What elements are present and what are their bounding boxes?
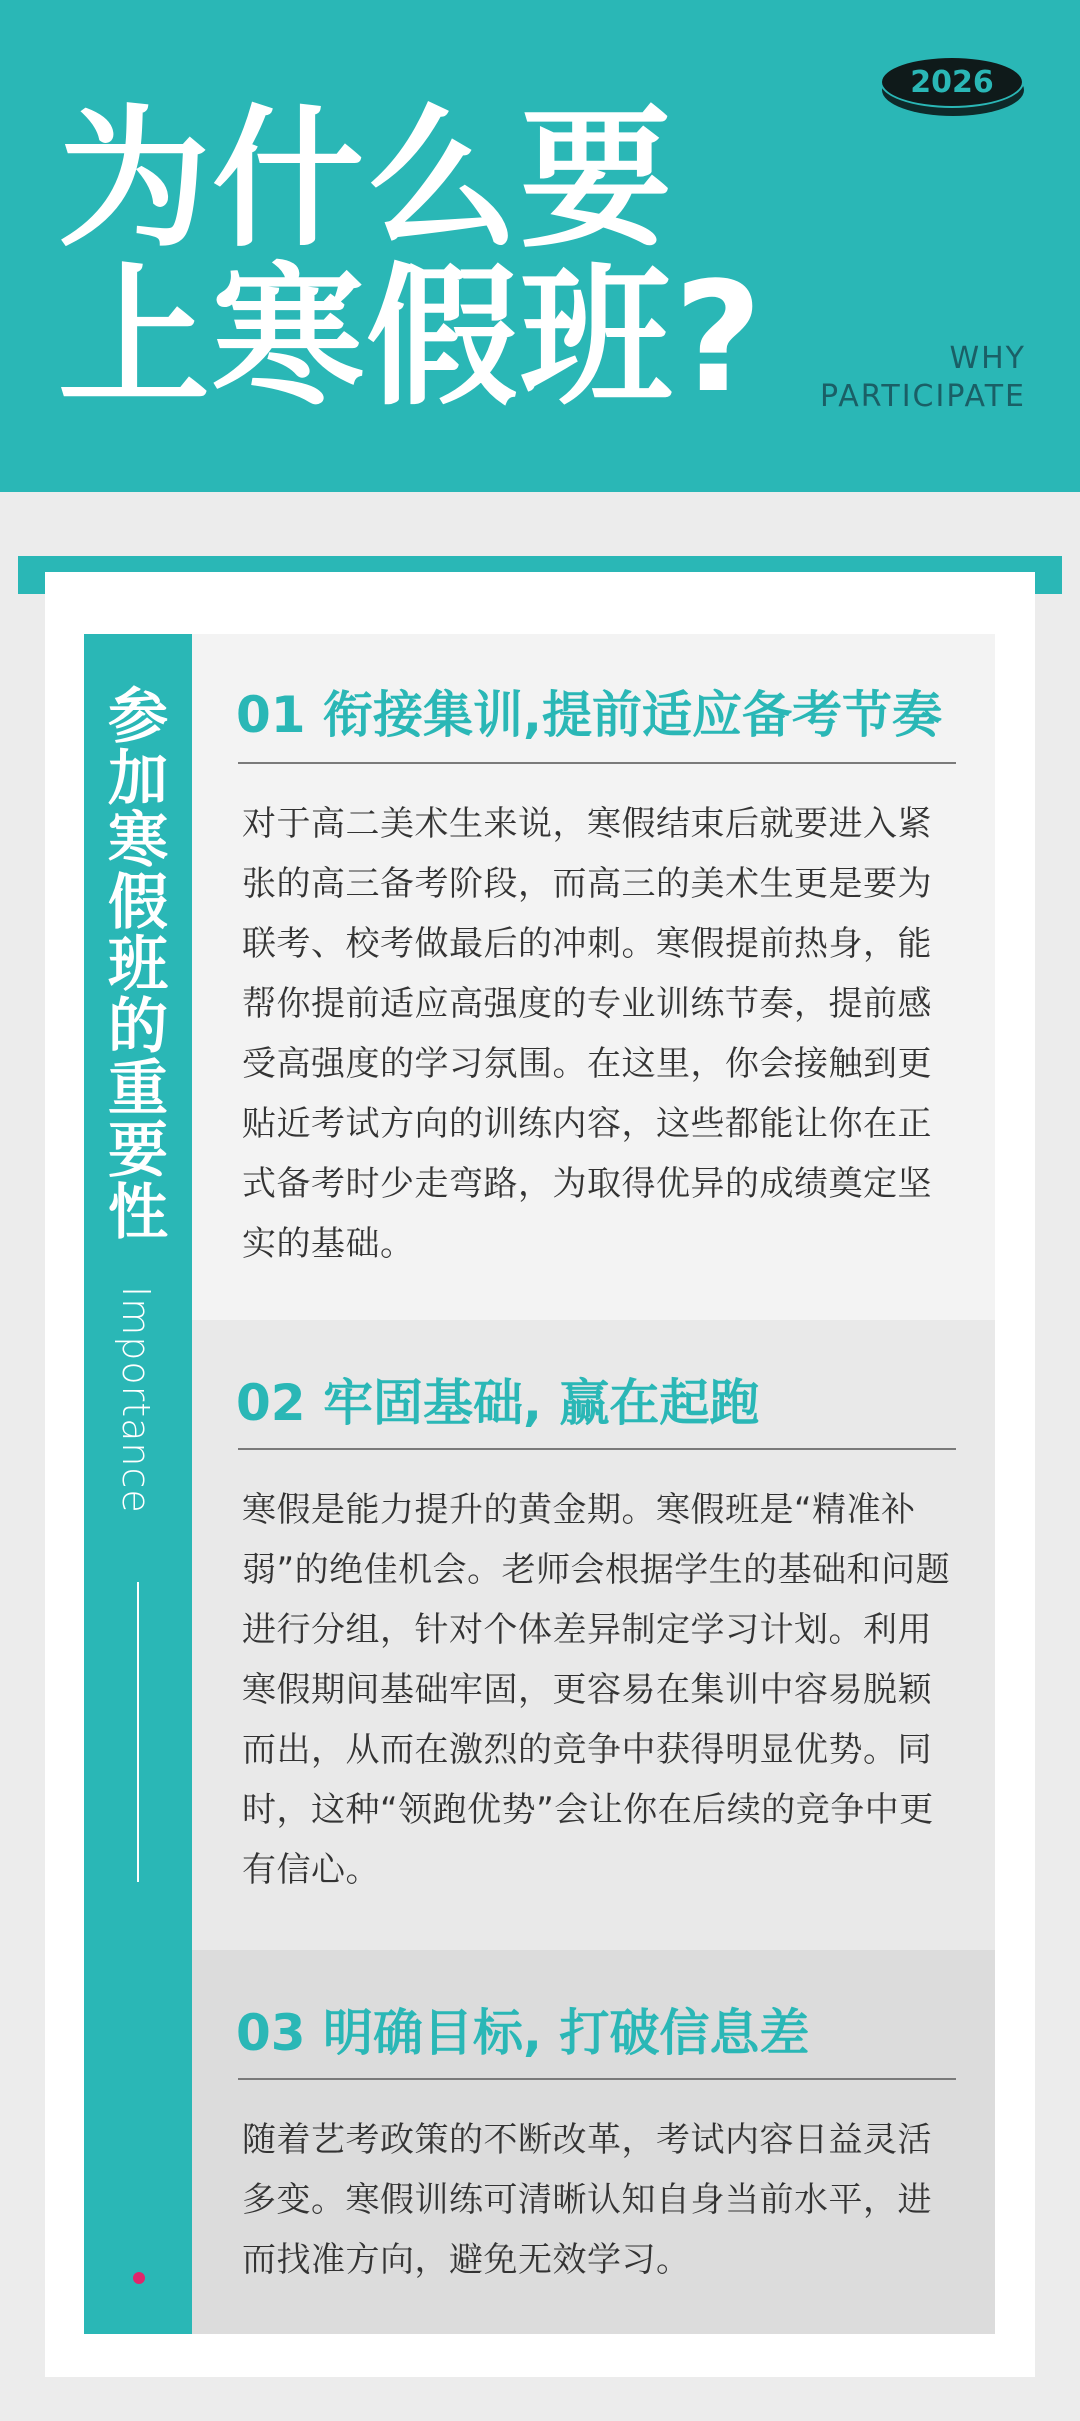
section-3: [192, 1950, 995, 2334]
sidebar-title-char: 重: [108, 1054, 168, 1124]
header-banner: [0, 0, 1080, 492]
english-subtitle-line-1: WHY: [949, 341, 1026, 376]
section-divider: [238, 762, 956, 764]
sidebar-divider-line: [137, 1582, 139, 1882]
sidebar-title-char: 寒: [108, 806, 168, 876]
page-title-line-2: 上寒假班?: [58, 249, 765, 426]
sidebar-dot-icon: [133, 2272, 145, 2284]
year-badge-label: 2026: [880, 56, 1024, 108]
sidebar: [84, 634, 192, 2334]
year-badge: [880, 56, 1026, 114]
section-1: [192, 634, 995, 1320]
sidebar-title-char: 假: [108, 868, 168, 938]
section-heading: 02 牢固基础, 赢在起跑: [236, 1374, 760, 1432]
sidebar-title-char: 加: [108, 744, 168, 814]
english-subtitle: [820, 340, 1026, 416]
section-divider: [238, 2078, 956, 2080]
sidebar-title-char: 的: [108, 992, 168, 1062]
sidebar-title-char: 要: [108, 1116, 168, 1186]
sidebar-title-char: 性: [108, 1178, 168, 1248]
section-body: 对于高二美术生来说，寒假结束后就要进入紧张的高三备考阶段，而高三的美术生更是要为联考、校考做最后的冲刺。寒假提前热身，能帮你提前适应高强度的专业训练节奏，提前感受高强度的学习氛围。在这里，你会接触到更贴近考试方向的训练内容，这些都能让你在正式备考时少走弯路，为取得优异的成绩奠定坚实的基础。: [242, 804, 932, 1264]
section-heading: 01 衔接集训,提前适应备考节奏: [236, 686, 942, 744]
sidebar-title-char: 参: [108, 682, 168, 752]
sidebar-title: [84, 682, 192, 1248]
section-body: 随着艺考政策的不断改革，考试内容日益灵活多变。寒假训练可清晰认知自身当前水平，进而找准方向，避免无效学习。: [242, 2120, 932, 2280]
page-title-line-1: 为什么要: [58, 91, 674, 268]
section-body: 寒假是能力提升的黄金期。寒假班是“精准补弱”的绝佳机会。老师会根据学生的基础和问题进行分组，针对个体差异制定学习计划。利用寒假期间基础牢固，更容易在集训中容易脱颖而出，从而在激烈的竞争中获得明显优势。同时，这种“领跑优势”会让你在后续的竞争中更有信心。: [242, 1490, 951, 1890]
english-subtitle-line-2: PARTICIPATE: [820, 379, 1026, 414]
section-heading: 03 明确目标, 打破信息差: [236, 2004, 810, 2062]
sidebar-title-char: 班: [108, 930, 168, 1000]
sidebar-english-label: Importance: [114, 1286, 158, 1514]
section-2: [192, 1320, 995, 1950]
section-divider: [238, 1448, 956, 1450]
